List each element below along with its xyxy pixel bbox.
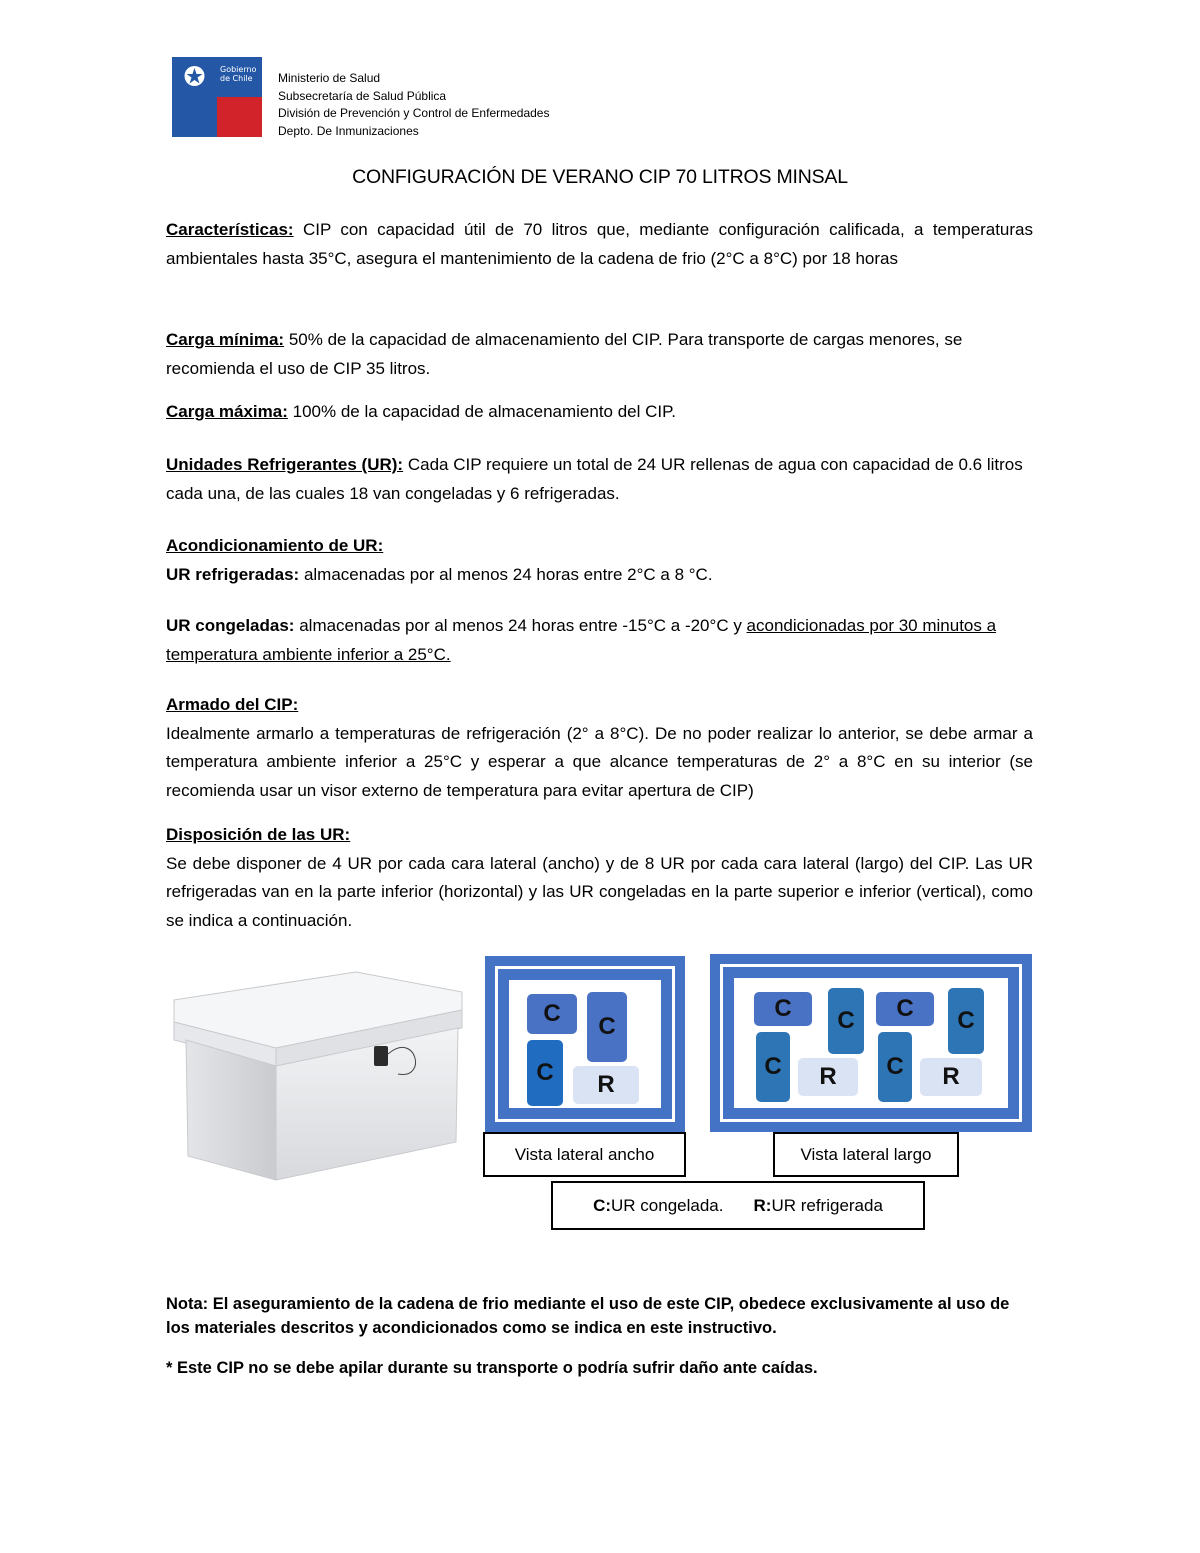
section-ur-congeladas bbox=[166, 612, 1033, 669]
ur-congelada-cell: C bbox=[828, 988, 864, 1054]
ur-refrigeradas-text: almacenadas por al menos 24 horas entre 2°C a 8 °C. bbox=[299, 564, 713, 584]
ur-congeladas-label: UR congeladas: bbox=[166, 616, 295, 635]
ur-refrigerada-cell: R bbox=[920, 1058, 982, 1096]
ur-congelada-cell: C bbox=[527, 1040, 563, 1106]
ur-congelada-cell: C bbox=[587, 992, 627, 1062]
legend-c-text: UR congelada. bbox=[611, 1195, 724, 1215]
diagram-vista-largo bbox=[710, 954, 1032, 1132]
page-title: CONFIGURACIÓN DE VERANO CIP 70 LITROS MINSAL bbox=[352, 166, 848, 188]
legend-box bbox=[551, 1181, 925, 1230]
ur-congeladas-text: almacenadas por al menos 24 horas entre -15°C a -20°C y bbox=[294, 616, 747, 635]
unidades-label: Unidades Refrigerantes (UR): bbox=[166, 455, 404, 474]
diagram-vista-ancho bbox=[485, 956, 685, 1132]
legend-c-label: C: bbox=[593, 1195, 612, 1215]
section-unidades-refrigerantes bbox=[166, 451, 1033, 508]
section-armado bbox=[166, 691, 1033, 805]
armado-text: Idealmente armarlo a temperaturas de refrigeración (2° a 8°C). De no poder realizar lo anterior, se debe armar a temperatura ambiente inferior a 25°C y esperar a que alcance temperaturas de 2° a 8°C en su interior (se recomienda usar un visor externo de temperatura para evitar apertura de CIP) bbox=[166, 723, 1033, 800]
ur-refrigerada-cell: R bbox=[798, 1058, 858, 1096]
org-line-subsecretaria: Subsecretaría de Salud Pública bbox=[278, 88, 447, 103]
carga-maxima-text: 100% de la capacidad de almacenamiento del CIP. bbox=[287, 402, 677, 421]
ur-congelada-cell: C bbox=[876, 992, 934, 1026]
unidades-text: Cada CIP requiere un total de 24 UR rellenas de agua con capacidad de 0.6 litros cada una, de las cuales 18 van congeladas y 6 refrigeradas. bbox=[166, 455, 1023, 503]
section-caracteristicas bbox=[166, 216, 1033, 273]
gobierno-de-chile-logo bbox=[172, 57, 262, 137]
diagram-largo-panel bbox=[732, 976, 1010, 1110]
disposicion-label: Disposición de las UR: bbox=[166, 825, 351, 844]
organization-lines bbox=[278, 70, 549, 140]
ur-congelada-cell: C bbox=[948, 988, 984, 1054]
cip-box-photo bbox=[166, 970, 464, 1186]
ur-congelada-cell: C bbox=[878, 1032, 912, 1102]
coat-of-arms-icon bbox=[178, 63, 211, 89]
armado-label: Armado del CIP: bbox=[166, 695, 299, 714]
ur-congelada-cell: C bbox=[527, 994, 577, 1034]
org-line-ministerio: Ministerio de Salud bbox=[278, 71, 381, 85]
section-disposicion bbox=[166, 821, 1033, 935]
caracteristicas-text: CIP con capacidad útil de 70 litros que, mediante configuración calificada, a temperaturas ambientales hasta 35°C, asegura el mantenimiento de la cadena de frio (2°C a 8°C) por 18 horas bbox=[166, 220, 1033, 268]
vista-largo-label: Vista lateral largo bbox=[773, 1132, 959, 1177]
ur-congelada-cell: C bbox=[754, 992, 812, 1026]
org-line-depto: Depto. De Inmunizaciones bbox=[278, 123, 419, 138]
ur-congelada-cell: C bbox=[756, 1032, 790, 1102]
carga-minima-text: 50% de la capacidad de almacenamiento del CIP. Para transporte de cargas menores, se recomienda el uso de CIP 35 litros. bbox=[166, 330, 963, 378]
disposicion-text: Se debe disponer de 4 UR por cada cara lateral (ancho) y de 8 UR por cada cara lateral (largo) del CIP. Las UR refrigeradas van en la parte inferior (horizontal) y las UR congeladas en la parte superior e inferior (vertical), como se indica a continuación. bbox=[166, 853, 1033, 930]
diagram-ancho-panel bbox=[507, 978, 663, 1110]
carga-maxima-label: Carga máxima: bbox=[166, 402, 288, 421]
ur-refrigeradas-label: UR refrigeradas: bbox=[166, 564, 300, 584]
legend-r-text: UR refrigerada bbox=[771, 1195, 883, 1215]
ur-congeladas-underlined: acondicionadas por 30 minutos a temperatura ambiente inferior a 25°C. bbox=[166, 616, 997, 664]
caracteristicas-label: Características: bbox=[166, 220, 294, 239]
logo-text: Gobierno de Chile bbox=[220, 65, 257, 83]
legend-r-label: R: bbox=[753, 1195, 772, 1215]
org-line-division: División de Prevención y Control de Enfermedades bbox=[278, 106, 550, 120]
section-carga-minima bbox=[166, 326, 1033, 383]
acondicionamiento-label: Acondicionamiento de UR: bbox=[166, 536, 384, 555]
section-carga-maxima bbox=[166, 398, 1033, 427]
nota-paragraph: Nota: El aseguramiento de la cadena de frio mediante el uso de este CIP, obedece exclusivamente al uso de los materiales descritos y acondicionados como se indica en este instructivo. bbox=[166, 1295, 1010, 1337]
ur-refrigerada-cell: R bbox=[573, 1066, 639, 1104]
apilar-warning: * Este CIP no se debe apilar durante su transporte o podría sufrir daño ante caídas. bbox=[166, 1359, 818, 1377]
carga-minima-label: Carga mínima: bbox=[166, 330, 285, 349]
vista-ancho-label: Vista lateral ancho bbox=[483, 1132, 686, 1177]
section-acondicionamiento bbox=[166, 532, 1033, 589]
